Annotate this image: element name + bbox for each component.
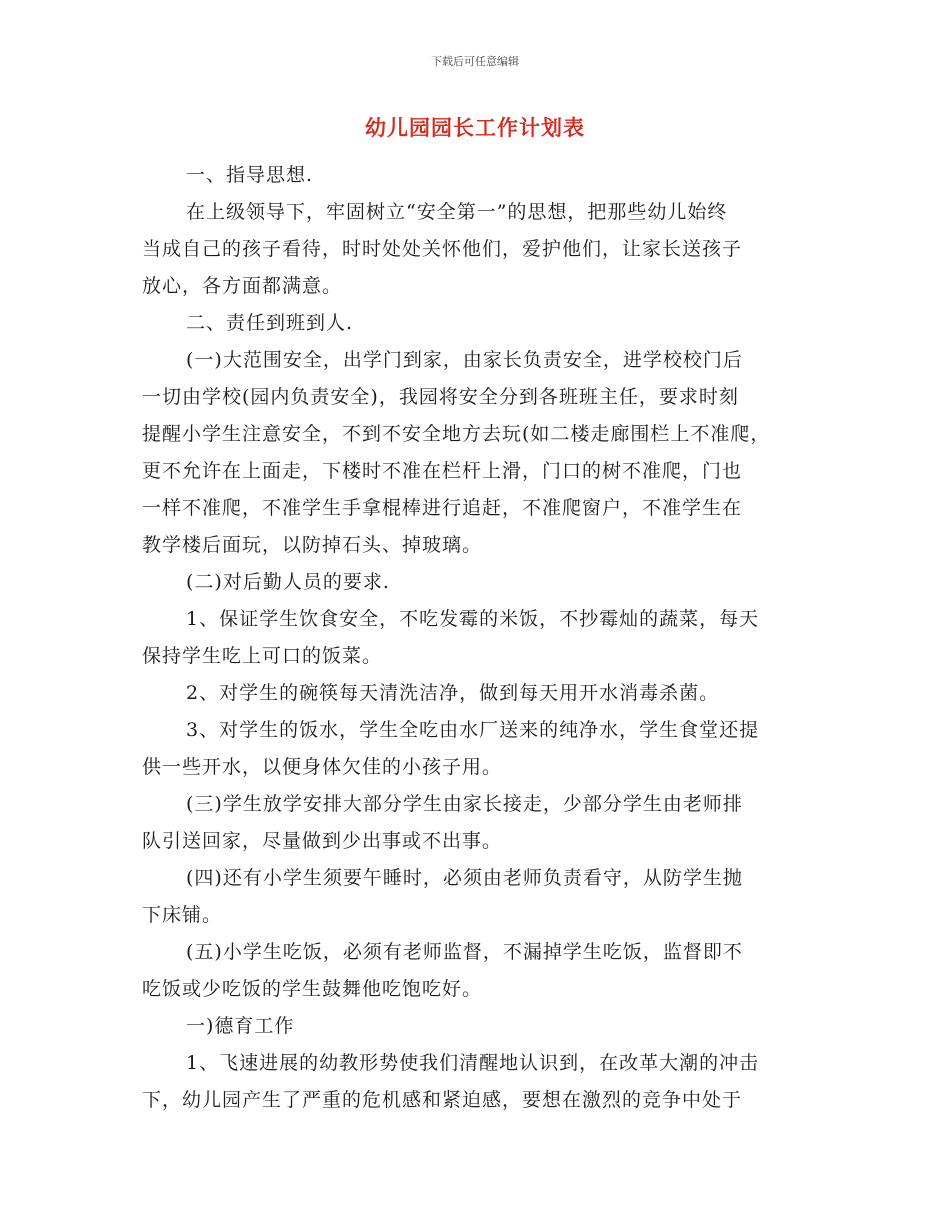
paragraph-line: 一切由学校(园内负责安全)，我园将安全分到各班班主任，要求时刻 bbox=[142, 386, 739, 408]
paragraph-line: 二、责任到班到人. bbox=[186, 312, 354, 334]
paragraph-line: 一)德育工作 bbox=[186, 1015, 295, 1037]
paragraph-line: 放心，各方面都满意。 bbox=[142, 275, 343, 297]
paragraph bbox=[142, 305, 814, 342]
paragraph-line: 在上级领导下，牢固树立“安全第一”的思想，把那些幼儿始终 bbox=[186, 201, 728, 223]
paragraph-line: 提醒小学生注意安全，不到不安全地方去玩(如二楼走廊围栏上不准爬， bbox=[142, 423, 771, 445]
paragraph-line: 更不允许在上面走，下楼时不准在栏杆上滑，门口的树不准爬，门也 bbox=[142, 460, 743, 482]
paragraph-line: 教学楼后面玩，以防掉石头、掉玻璃。 bbox=[142, 534, 483, 556]
paragraph bbox=[142, 934, 814, 1008]
page-header: 下载后可任意编辑 bbox=[431, 55, 519, 68]
paragraph bbox=[142, 712, 814, 786]
paragraph-line: 下，幼儿园产生了严重的危机感和紧迫感，要想在激烈的竞争中处于 bbox=[142, 1089, 743, 1111]
document-title: 幼儿园园长工作计划表 bbox=[365, 115, 585, 140]
paragraph bbox=[142, 860, 814, 934]
paragraph-line: 保持学生吃上可口的饭菜。 bbox=[142, 645, 383, 667]
paragraph-line: 2、对学生的碗筷每天清洗洁净，做到每天用开水消毒杀菌。 bbox=[186, 682, 720, 704]
paragraph-line: (四)还有小学生须要午睡时，必须由老师负责看守，从防学生抛 bbox=[186, 867, 743, 889]
paragraph-line: 供一些开水，以便身体欠佳的小孩子用。 bbox=[142, 756, 503, 778]
paragraph-line: 一样不准爬，不准学生手拿棍棒进行追赶，不准爬窗户，不准学生在 bbox=[142, 497, 743, 519]
paragraph bbox=[142, 564, 814, 601]
paragraph-line: (一)大范围安全，出学门到家，由家长负责安全，进学校校门后 bbox=[186, 349, 743, 371]
paragraph-line: (五)小学生吃饭，必须有老师监督，不漏掉学生吃饭，监督即不 bbox=[186, 941, 743, 963]
paragraph bbox=[142, 342, 814, 564]
paragraph bbox=[142, 786, 814, 860]
paragraph bbox=[142, 1045, 814, 1119]
paragraph bbox=[142, 675, 814, 712]
paragraph bbox=[142, 601, 814, 675]
paragraph bbox=[142, 194, 814, 305]
paragraph bbox=[142, 157, 814, 194]
paragraph-line: 一、指导思想. bbox=[186, 164, 314, 186]
paragraph-line: 吃饭或少吃饭的学生鼓舞他吃饱吃好。 bbox=[142, 978, 483, 1000]
paragraph-line: 当成自己的孩子看待，时时处处关怀他们，爱护他们，让家长送孩子 bbox=[142, 238, 743, 260]
paragraph-line: (三)学生放学安排大部分学生由家长接走，少部分学生由老师排 bbox=[186, 793, 743, 815]
paragraph bbox=[142, 1008, 814, 1045]
paragraph-line: 队引送回家，尽量做到少出事或不出事。 bbox=[142, 830, 503, 852]
document-body bbox=[142, 157, 814, 1119]
paragraph-line: 1、保证学生饮食安全，不吃发霉的米饭，不抄霉灿的蔬菜，每天 bbox=[186, 608, 760, 630]
paragraph-line: 1、飞速进展的幼教形势使我们清醒地认识到，在改革大潮的冲击 bbox=[186, 1052, 760, 1074]
paragraph-line: 3、对学生的饭水，学生全吃由水厂送来的纯净水，学生食堂还提 bbox=[186, 719, 760, 741]
paragraph-line: (二)对后勤人员的要求. bbox=[186, 571, 390, 593]
paragraph-line: 下床铺。 bbox=[142, 904, 223, 926]
